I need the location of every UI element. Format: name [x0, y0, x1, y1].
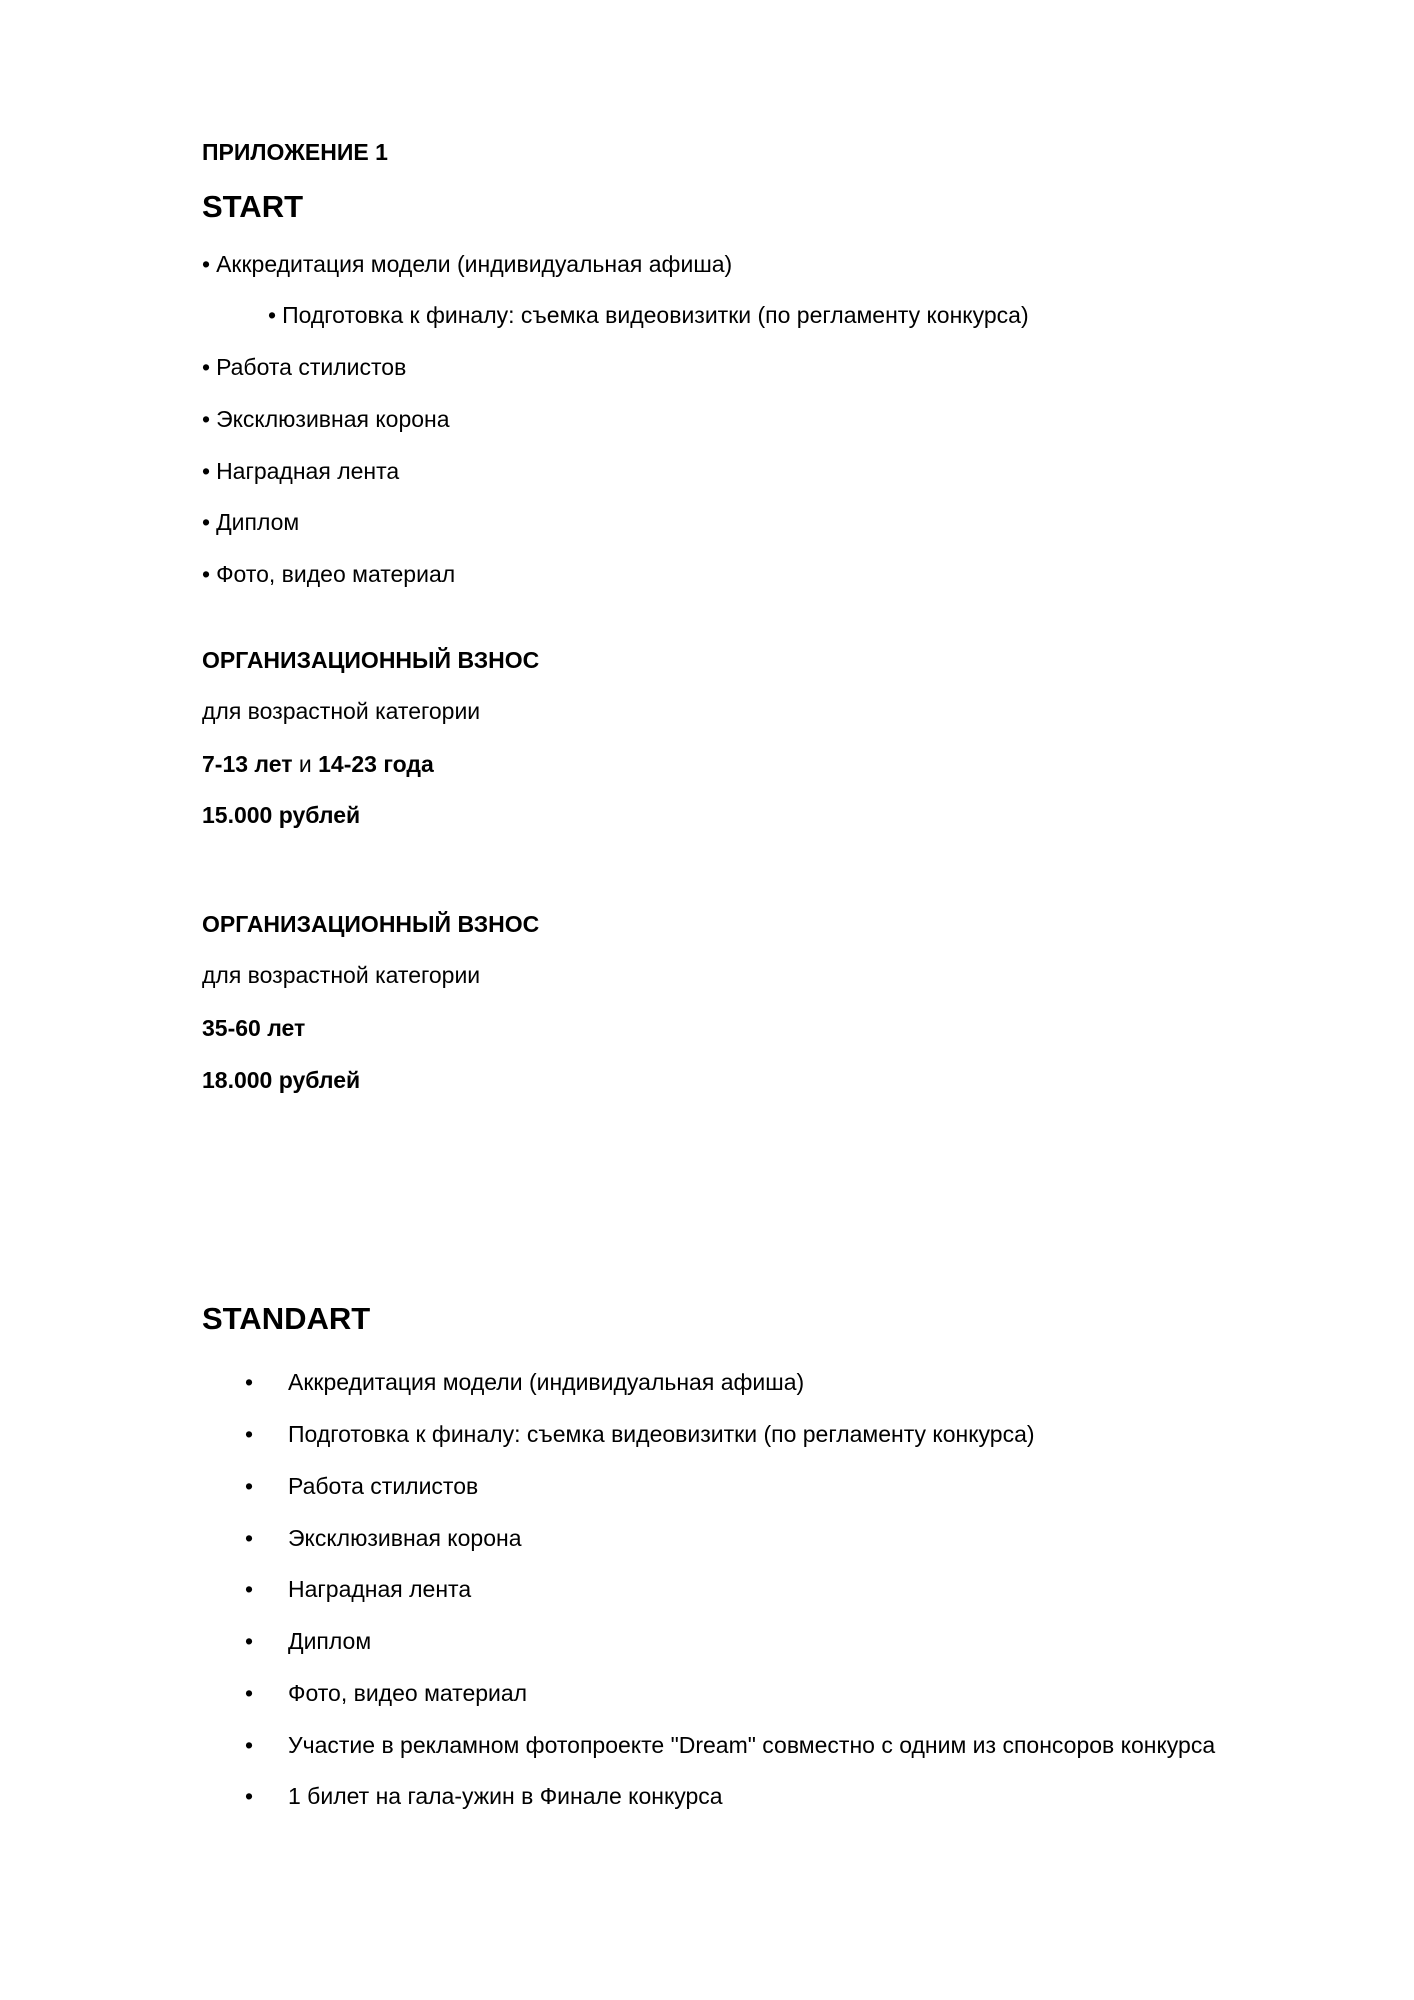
bullet: •: [202, 251, 211, 277]
bullet: •: [245, 1783, 254, 1809]
start-list-item: • Подготовка к финалу: съемка видеовизитки (по регламенту конкурса): [268, 302, 1029, 328]
standart-package-title: STANDART: [202, 1301, 371, 1336]
bullet: •: [245, 1628, 254, 1654]
bullet: •: [245, 1473, 254, 1499]
fee-heading: ОРГАНИЗАЦИОННЫЙ ВЗНОС: [202, 911, 540, 937]
start-list-item: • Работа стилистов: [202, 354, 407, 380]
bullet: •: [202, 509, 211, 535]
start-list-item: • Наградная лента: [202, 458, 400, 484]
start-list-item: • Аккредитация модели (индивидуальная афиша): [202, 251, 733, 277]
bullet: •: [202, 561, 211, 587]
fee-heading: ОРГАНИЗАЦИОННЫЙ ВЗНОС: [202, 647, 540, 673]
bullet: •: [245, 1576, 254, 1602]
bullet: •: [202, 406, 211, 432]
start-list-item: • Диплом: [202, 509, 300, 535]
fee-age-range: 7-13 лет и 14-23 года: [202, 751, 434, 777]
fee-price: 15.000 рублей: [202, 802, 361, 828]
start-list-item: • Фото, видео материал: [202, 561, 456, 587]
bullet: •: [245, 1421, 254, 1447]
fee-age-range: 35-60 лет: [202, 1015, 306, 1041]
bullet: •: [245, 1369, 254, 1395]
bullet: •: [245, 1732, 254, 1758]
appendix-title: ПРИЛОЖЕНИЕ 1: [202, 139, 388, 165]
fee-category-label: для возрастной категории: [202, 962, 481, 988]
bullet: •: [268, 302, 277, 328]
bullet: •: [202, 458, 211, 484]
document-page: ПРИЛОЖЕНИЕ 1 START • Аккредитация модели (индивидуальная афиша) • Подготовка к финалу: съемка видеовизитки (по регламенту конкурса) • Работа стилистов • Эксклюзивная корона • Наградная лента • Диплом • Фото, видео материал ОРГАНИЗАЦИОННЫЙ ВЗНОС для возрастной категории 7-13 лет и 14-23 года 15.000 рублей ОРГАНИЗАЦИОННЫЙ ВЗНОС для возрастной категории 35-60 лет 18.000 рублей STANDART • Аккредитация модели (индивидуальная афиша) • Подготовка к финалу: съемка видеовизитки (по регламенту конкурса) • Работа стилистов • Эксклюзивная корона • Наградная лента • Диплом • Фото, видео материал • Участие в рекламном фотопроекте "Dream" совместно с одним из спонсоров конкурса • 1 билет на гала-ужин в Финале конкурса: [202, 139, 1216, 1809]
bullet: •: [202, 354, 211, 380]
start-list-item: • Эксклюзивная корона: [202, 406, 450, 432]
bullet: •: [245, 1525, 254, 1551]
start-package-title: START: [202, 189, 304, 224]
bullet: •: [245, 1680, 254, 1706]
fee-category-label: для возрастной категории: [202, 698, 481, 724]
fee-price: 18.000 рублей: [202, 1067, 361, 1093]
